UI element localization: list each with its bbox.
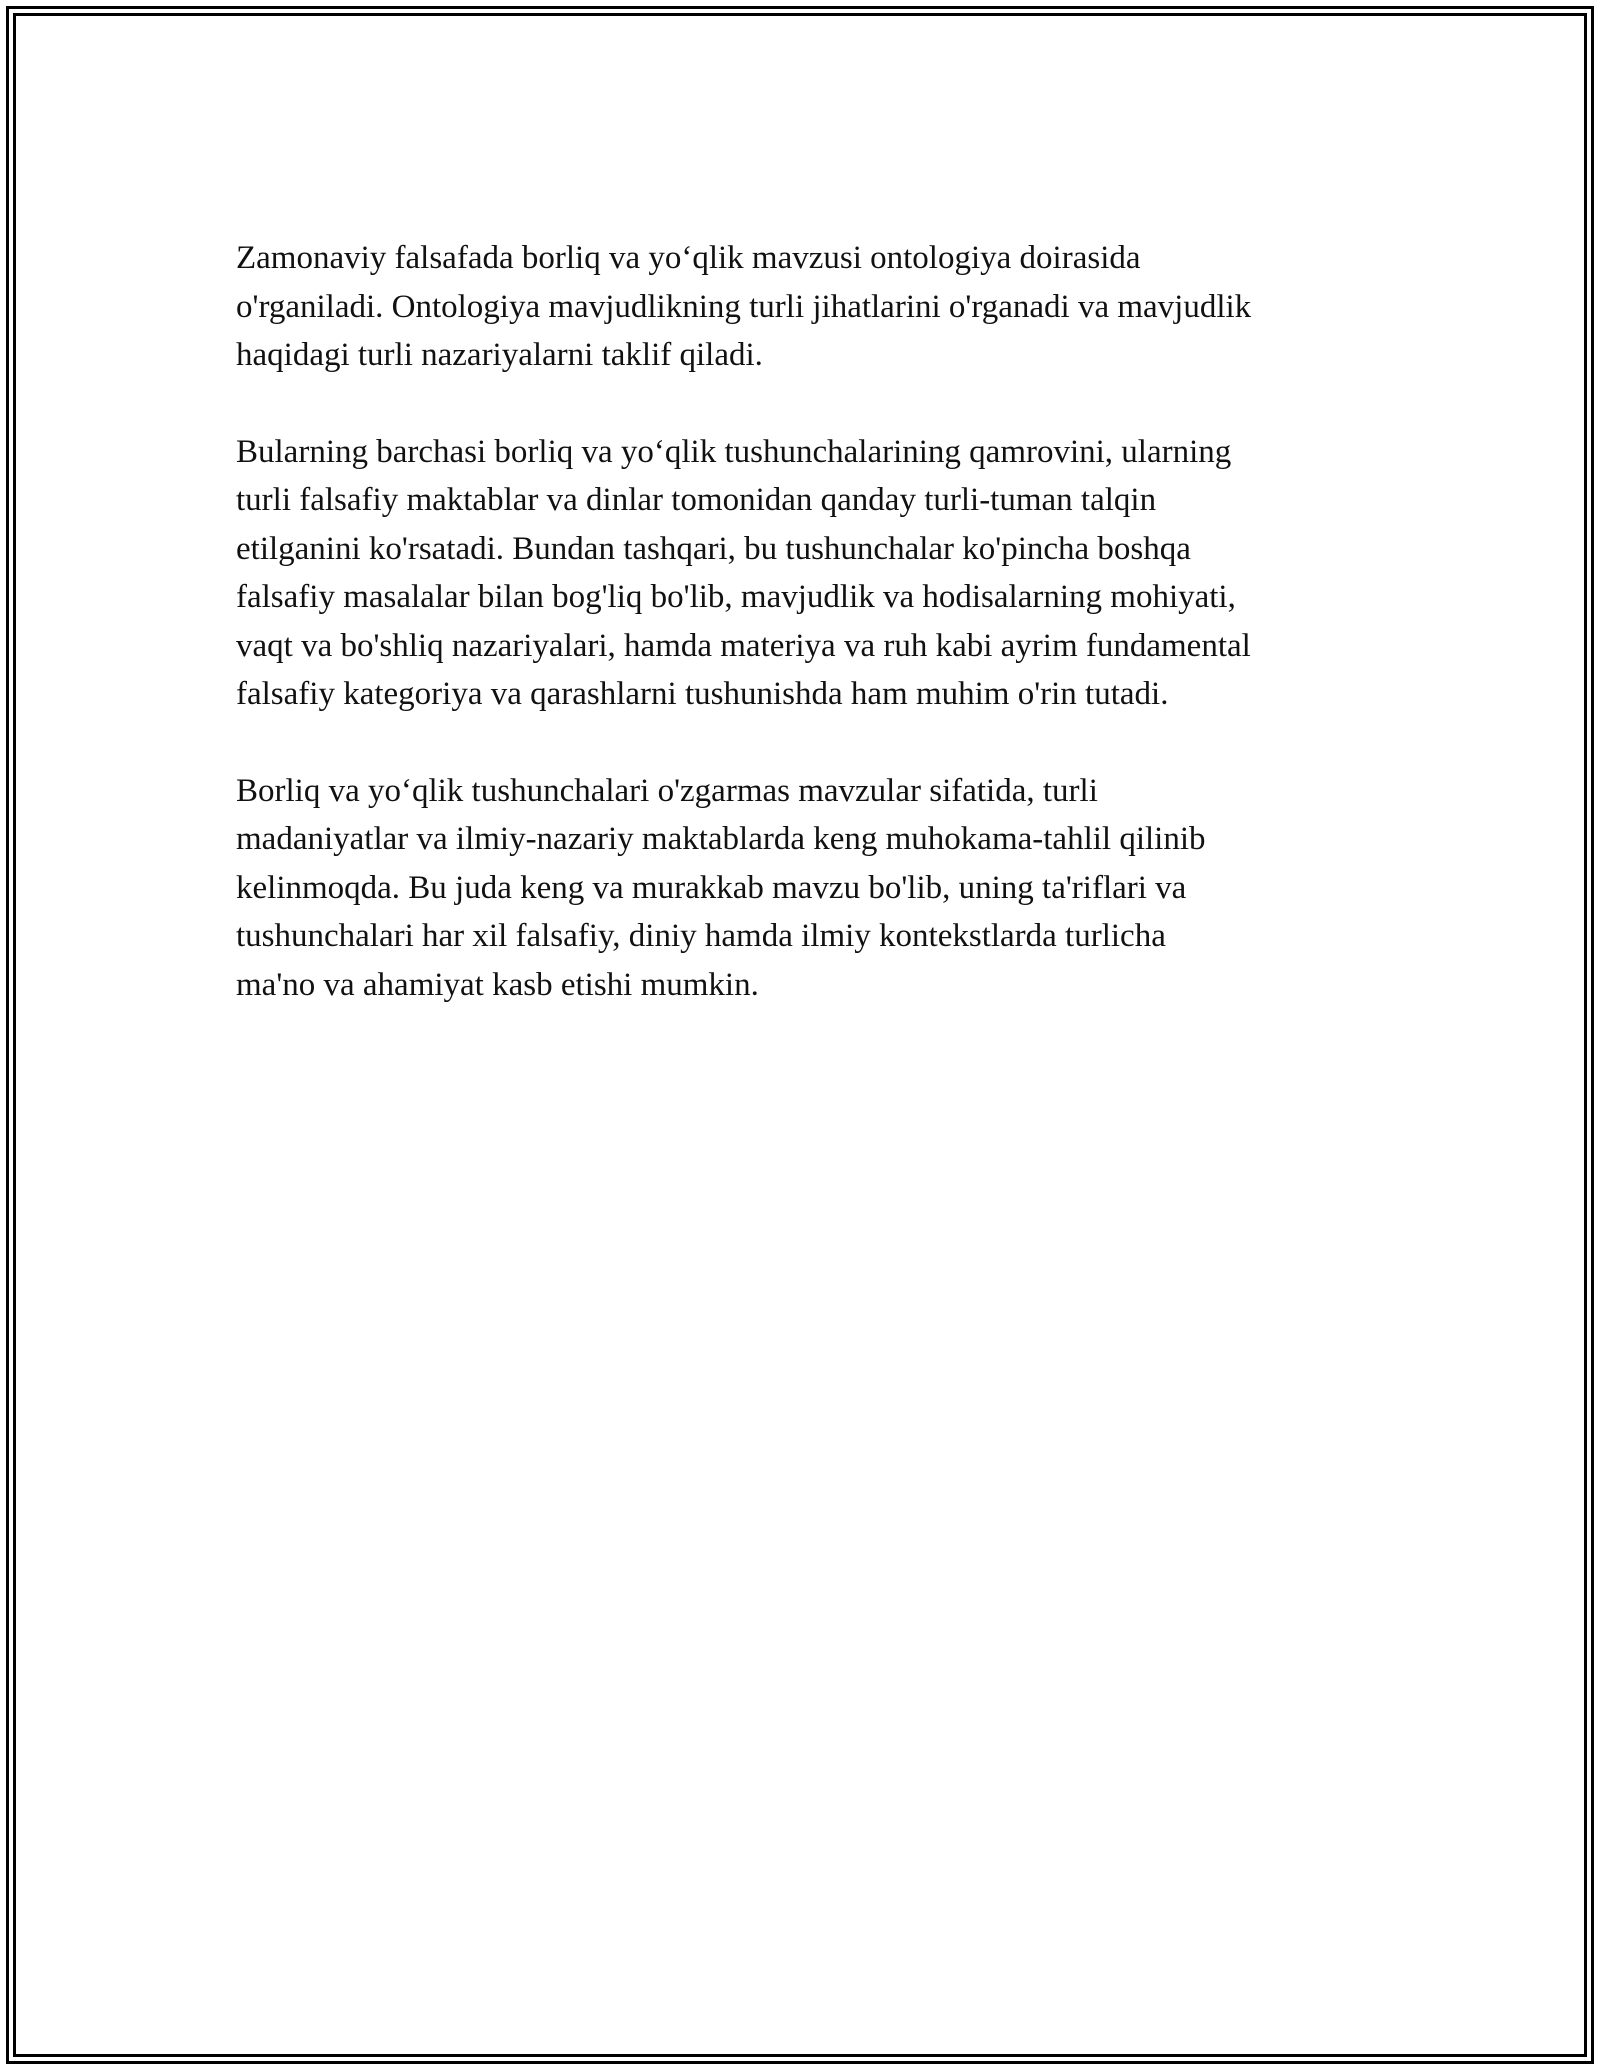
paragraph-discussion bbox=[236, 767, 1396, 1010]
text-line: o'rganiladi. Ontologiya mavjudlikning turli jihatlarini o'rganadi va mavjudlik bbox=[236, 288, 1252, 325]
text-line: Zamonaviy falsafada borliq va yo‘qlik mavzusi ontologiya doirasida bbox=[236, 240, 1141, 276]
text-line: falsafiy kategoriya va qarashlarni tushunishda ham muhim o'rin tutadi. bbox=[236, 676, 1169, 712]
text-line: madaniyatlar va ilmiy-nazariy maktablarda keng muhokama-tahlil qilinib bbox=[236, 821, 1206, 857]
text-line: Borliq va yo‘qlik tushunchalari o'zgarmas mavzular sifatida, turli bbox=[236, 772, 1098, 809]
paragraph-scope bbox=[236, 428, 1396, 719]
text-line: falsafiy masalalar bilan bog'liq bo'lib, mavjudlik va hodisalarning mohiyati, bbox=[236, 579, 1236, 615]
text-line: kelinmoqda. Bu juda keng va murakkab mavzu bo'lib, uning ta'riflari va bbox=[236, 869, 1187, 906]
text-line: etilganini ko'rsatadi. Bundan tashqari, bu tushunchalar ko'pincha boshqa bbox=[236, 530, 1191, 567]
text-line: vaqt va bo'shliq nazariyalari, hamda materiya va ruh kabi ayrim fundamental bbox=[236, 627, 1251, 664]
text-line: turli falsafiy maktablar va dinlar tomonidan qanday turli-tuman talqin bbox=[236, 482, 1157, 518]
text-line: haqidagi turli nazariyalarni taklif qiladi. bbox=[236, 337, 763, 373]
paragraph-ontology bbox=[236, 234, 1396, 380]
document-body bbox=[236, 234, 1396, 1057]
text-line: ma'no va ahamiyat kasb etishi mumkin. bbox=[236, 966, 759, 1003]
text-line: tushunchalari har xil falsafiy, diniy hamda ilmiy kontekstlarda turlicha bbox=[236, 918, 1166, 954]
text-line: Bularning barchasi borliq va yo‘qlik tushunchalarining qamrovini, ularning bbox=[236, 433, 1232, 470]
